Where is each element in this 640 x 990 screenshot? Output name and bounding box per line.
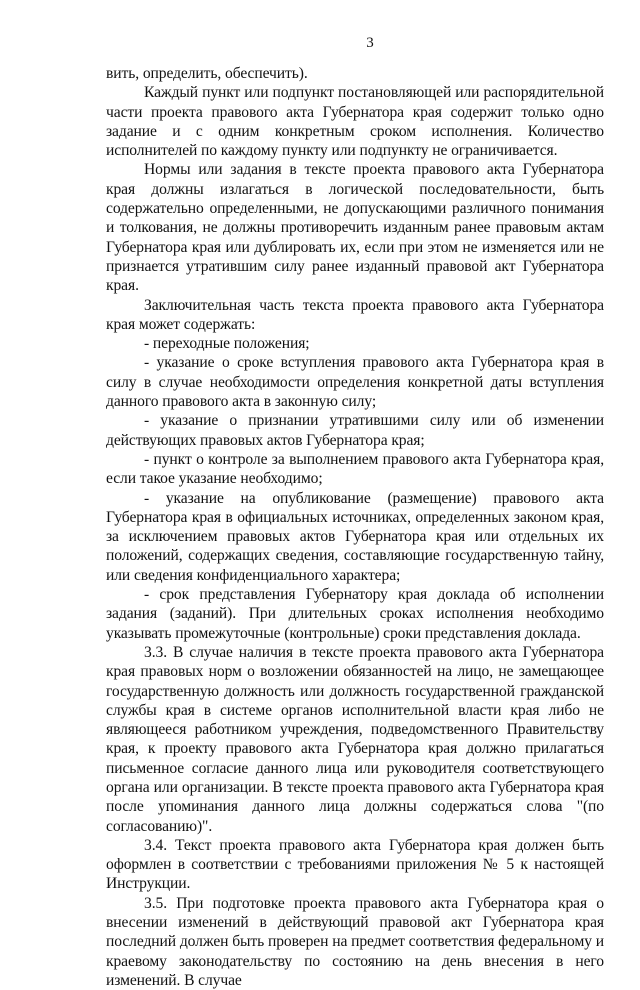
paragraph: Заключительная часть текста проекта правового акта Губернатора края может содержать:: [106, 296, 604, 333]
list-item: - пункт о контроле за выполнением правового акта Губернатора края, если такое указание необходимо;: [106, 450, 604, 488]
list-item: - указание о сроке вступления правового акта Губернатора края в силу в случае необходимости определения конкретной даты вступления данного правового акта в законную силу;: [106, 354, 604, 411]
paragraph: вить, определить, обеспечить).: [106, 65, 308, 82]
paragraph: Нормы или задания в тексте проекта правового акта Губернатора края должны излагаться в логической последовательности, быть содержательно определенными, не допускающими различного понимания и толкования, не должны противоречить изданным ранее правовым актам Губернатора края или дублировать их, если при этом не изменяется или не признается утратившим силу ранее изданный правовой акт Губернатора края.: [106, 161, 604, 295]
list-item: - переходные положения;: [144, 335, 310, 353]
list-item: - указание о признании утратившими силу или об изменении действующих правовых актов Губернатора края;: [106, 412, 604, 449]
paragraph: Каждый пункт или подпункт постановляющей или распорядительной части проекта правового акта Губернатора края содержит только одно задание и с одним конкретным сроком исполнения. Количество исполнителей по каждому пункту или подпункту не ограничивается.: [106, 84, 604, 160]
paragraph: 3.5. При подготовке проекта правового акта Губернатора края о внесении изменений в действующий правовой акт Губернатора края последний должен быть проверен на предмет соответствия федеральному и краевому законодательству по состоянию на день внесения в него изменений. В случае: [106, 894, 604, 989]
list-item: - срок представления Губернатору края доклада об исполнении задания (заданий). При длительных сроках исполнения необходимо указывать промежуточные (контрольные) сроки представления доклада.: [106, 586, 604, 642]
document-body: [106, 64, 604, 990]
paragraph: 3.3. В случае наличия в тексте проекта правового акта Губернатора края правовых норм о возложении обязанностей на лицо, не замещающее государственную должность или должность государственной гражданской службы края в системе органов исполнительной власти края либо не являющееся работником учреждения, подведомственного Правительству края, к проекту правового акта Губернатора края должно прилагаться письменное согласие данного лица или руководителя соответствующего органа или организации. В тексте проекта правового акта Губернатора края после упоминания данного лица должны содержаться слова "(по согласованию)".: [106, 643, 604, 835]
list-item: - указание на опубликование (размещение) правового акта Губернатора края в официальных источниках, определенных законом края, за исключением правовых актов Губернатора края или отдельных их положений, содержащих сведения, составляющие государственную тайну, или сведения конфиденциального характера;: [106, 489, 604, 584]
page-number: 3: [366, 35, 374, 51]
paragraph: 3.4. Текст проекта правового акта Губернатора края должен быть оформлен в соответствии с требованиями приложения № 5 к настоящей Инструкции.: [106, 836, 604, 893]
